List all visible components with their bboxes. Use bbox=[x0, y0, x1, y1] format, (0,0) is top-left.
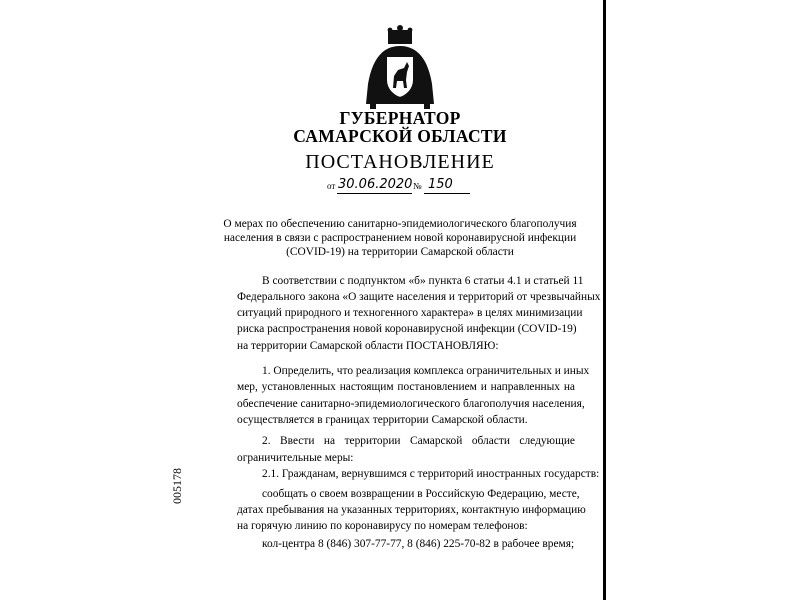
subject-line: О мерах по обеспечению санитарно-эпидемиологического благополучия bbox=[223, 218, 577, 230]
body-line: Федерального закона «О защите населения и территорий от чрезвычайных bbox=[237, 291, 601, 303]
date-value: 30.06.2020 bbox=[338, 177, 413, 192]
title-line-1: ГУБЕРНАТОР bbox=[339, 108, 461, 128]
number-value: 150 bbox=[428, 177, 453, 192]
body-line: 2.1. Гражданам, вернувшимся с территорий иностранных государств: bbox=[262, 468, 600, 480]
body-line: осуществляется в границах территории Самарской области. bbox=[237, 414, 528, 426]
body-line: ситуаций природного и техногенного характера» в целях минимизации bbox=[237, 307, 583, 319]
body-line: риска распространения новой коронавирусной инфекции (COVID-19) bbox=[237, 323, 577, 335]
registration-stamp: 005178 bbox=[170, 468, 184, 504]
body-line: ограничительные меры: bbox=[237, 452, 354, 464]
page-edge bbox=[603, 0, 606, 600]
body-line: В соответствии с подпунктом «б» пункта 6 статьи 4.1 и статьей 11 bbox=[262, 275, 584, 287]
body-line: 2. Ввести на территории Самарской области следующие bbox=[262, 435, 575, 447]
body-line: кол-центра 8 (846) 307-77-77, 8 (846) 225-70-82 в рабочее время; bbox=[262, 538, 575, 550]
subject-line: (COVID-19) на территории Самарской области bbox=[286, 246, 514, 258]
body-line: на территории Самарской области ПОСТАНОВЛЯЮ: bbox=[237, 340, 499, 352]
document-type: ПОСТАНОВЛЕНИЕ bbox=[305, 151, 495, 173]
body-line: 1. Определить, что реализация комплекса ограничительных и иных bbox=[262, 365, 590, 377]
samara-coat-of-arms-icon bbox=[360, 24, 440, 110]
subject-line: населения в связи с распространением новой коронавирусной инфекции bbox=[223, 232, 577, 244]
body-line: датах пребывания на указанных территориях, контактную информацию bbox=[237, 504, 586, 516]
number-sign: № bbox=[413, 181, 422, 191]
body-line: сообщать о своем возвращении в Российскую Федерацию, месте, bbox=[262, 488, 580, 500]
number-underline bbox=[424, 193, 470, 194]
date-underline bbox=[337, 193, 412, 194]
body-line: обеспечение санитарно-эпидемиологического благополучия населения, bbox=[237, 398, 585, 410]
body-line: на горячую линию по коронавирусу по номерам телефонов: bbox=[237, 520, 528, 532]
title-line-2: САМАРСКОЙ ОБЛАСТИ bbox=[293, 126, 507, 146]
body-line: мер, установленных настоящим постановлением и направленных на bbox=[237, 381, 575, 393]
date-prefix: от bbox=[327, 181, 336, 191]
